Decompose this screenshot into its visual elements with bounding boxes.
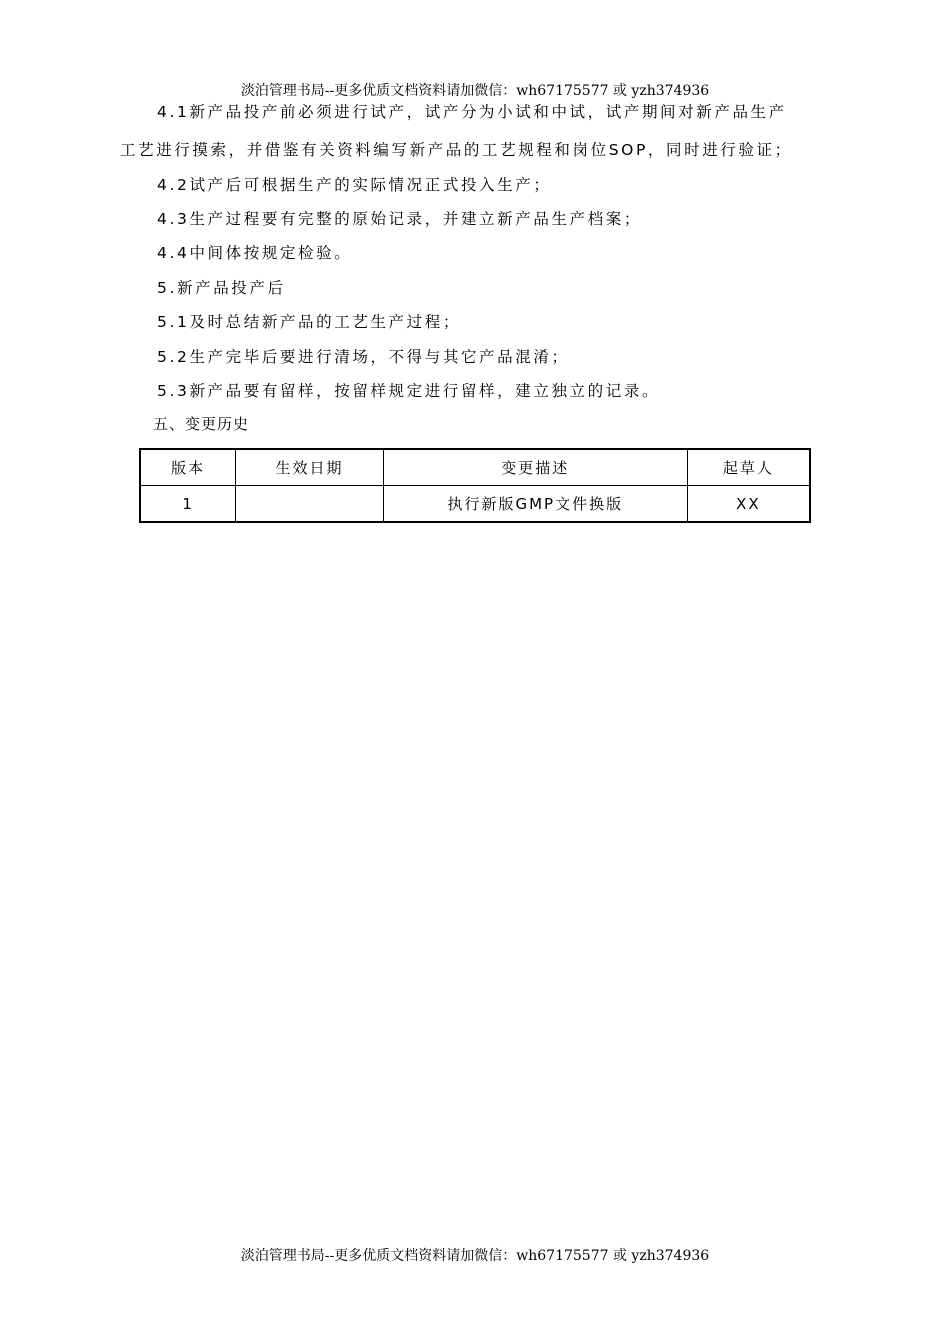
paragraph-5-1: 5.1及时总结新产品的工艺生产过程； bbox=[157, 313, 461, 331]
header-effective-date: 生效日期 bbox=[236, 449, 384, 486]
cell-effective-date bbox=[236, 486, 384, 523]
paragraph-4-4: 4.4中间体按规定检验。 bbox=[157, 244, 353, 262]
cell-drafter: XX bbox=[687, 486, 810, 523]
paragraph-4-3: 4.3生产过程要有完整的原始记录，并建立新产品生产档案； bbox=[157, 210, 642, 228]
paragraph-5-3: 5.3新产品要有留样，按留样规定进行留样，建立独立的记录。 bbox=[157, 382, 661, 400]
cell-change-description: 执行新版GMP文件换版 bbox=[383, 486, 687, 523]
page-footer: 淡泊管理书局--更多优质文档资料请加微信：wh67175577 或 yzh374936 bbox=[240, 1248, 710, 1264]
table-row bbox=[140, 486, 810, 523]
paragraph-4-1-line-2: 工艺进行摸索，并借鉴有关资料编写新产品的工艺规程和岗位SOP，同时进行验证； bbox=[120, 141, 793, 159]
header-change-description: 变更描述 bbox=[383, 449, 687, 486]
page-header: 淡泊管理书局--更多优质文档资料请加微信：wh67175577 或 yzh374936 bbox=[240, 83, 710, 99]
change-history-table bbox=[139, 448, 811, 523]
cell-version: 1 bbox=[140, 486, 236, 523]
header-version: 版本 bbox=[140, 449, 236, 486]
paragraph-4-2: 4.2试产后可根据生产的实际情况正式投入生产； bbox=[157, 176, 552, 194]
paragraph-5-2: 5.2生产完毕后要进行清场，不得与其它产品混淆； bbox=[157, 348, 570, 366]
table-header-row bbox=[140, 449, 810, 486]
section-title-change-history: 五、变更历史 bbox=[153, 415, 250, 433]
header-drafter: 起草人 bbox=[687, 449, 810, 486]
paragraph-4-1-line-1: 4.1新产品投产前必须进行试产，试产分为小试和中试，试产期间对新产品生产 bbox=[157, 103, 787, 121]
paragraph-5: 5.新产品投产后 bbox=[157, 279, 286, 297]
